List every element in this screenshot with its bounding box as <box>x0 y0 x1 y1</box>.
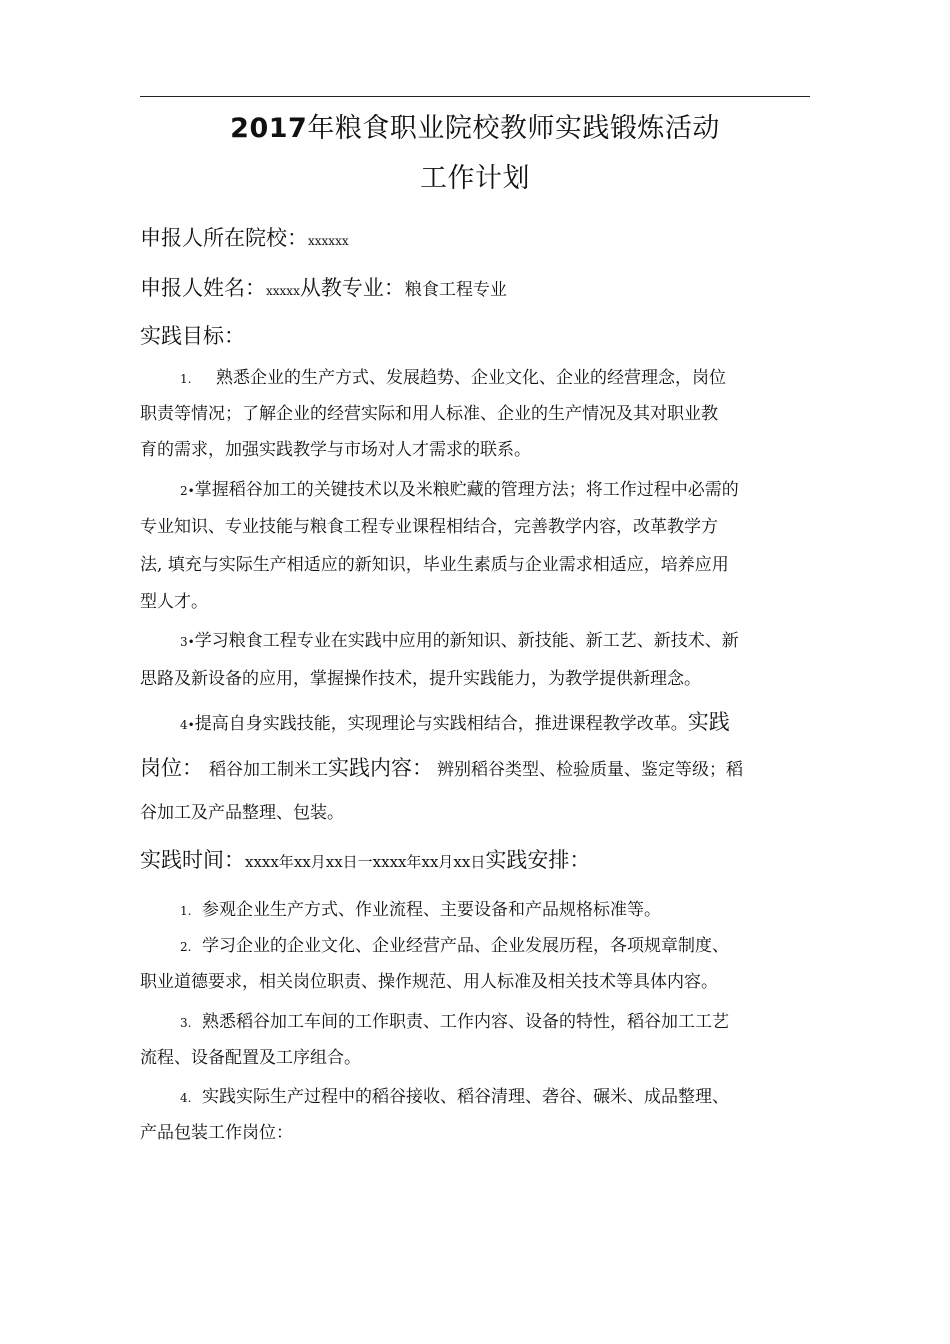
arrangement-item-3 <box>140 1010 850 1035</box>
goal-text-line: 法, 填充与实际生产相适应的新知识，毕业生素质与企业需求相适应，培养应用 <box>140 555 729 575</box>
goal-text: 学习粮食工程专业在实践中应用的新知识、新技能、新工艺、新技术、新 <box>194 631 739 651</box>
arrangement-text: 学习企业的企业文化、企业经营产品、企业发展历程，各项规章制度、 <box>202 936 729 956</box>
goal-item-3 <box>140 629 850 654</box>
goal-text: 掌握稻谷加工的关键技术以及米粮贮藏的管理方法；将工作过程中必需的 <box>194 480 739 500</box>
arrangement-text-line: 职业道德要求，相关岗位职责、操作规范、用人标准及相关技术等具体内容。 <box>140 972 718 992</box>
header-rule <box>140 96 810 97</box>
goal-number: 2• <box>180 484 195 498</box>
content-label: 实践内容： <box>328 756 433 780</box>
goal-text-line: 职责等情况；了解企业的经营实际和用人标准、企业的生产情况及其对职业教 <box>140 404 718 424</box>
content-value: 辨别稻谷类型、检验质量、鉴定等级；稻 <box>437 760 743 780</box>
major-value: 粮食工程专业 <box>404 280 507 300</box>
arrangement-text: 熟悉稻谷加工车间的工作职责、工作内容、设备的特性，稻谷加工工艺 <box>202 1012 729 1032</box>
goal-text: 提高自身实践技能，实现理论与实践相结合，推进课程教学改革。 <box>194 714 688 734</box>
post-label-part-b: 岗位： <box>140 756 203 780</box>
school-value: xxxxxx <box>308 234 349 248</box>
goal-text-line: 思路及新设备的应用，掌握操作技术，提升实践能力，为教学提供新理念。 <box>140 669 701 689</box>
goal-number: 3• <box>180 635 195 649</box>
title-text: 年粮食职业院校教师实践锻炼活动 <box>307 113 720 144</box>
goal-number: 1. <box>180 372 192 386</box>
document-title <box>140 112 810 146</box>
arrangement-number: 4. <box>180 1091 192 1105</box>
time-value: xxxx年xx月xx日一xxxx年xx月xx日 <box>245 853 486 871</box>
school-line <box>140 226 810 253</box>
arrangement-number: 3. <box>180 1016 192 1030</box>
arrange-label: 实践安排： <box>485 848 591 872</box>
post-content-line <box>140 756 810 782</box>
name-major-line <box>140 276 810 303</box>
goal-item-4 <box>140 710 850 737</box>
title-year: 2017 <box>230 113 308 144</box>
school-label: 申报人所在院校： <box>140 226 308 250</box>
arrangement-item-4 <box>140 1085 850 1110</box>
time-arrange-line <box>140 848 810 874</box>
arrangement-item-2 <box>140 934 850 959</box>
arrangement-number: 1. <box>180 904 192 918</box>
arrangement-number: 2. <box>180 940 192 954</box>
major-label: 从教专业： <box>299 276 405 300</box>
arrangement-text: 参观企业生产方式、作业流程、主要设备和产品规格标准等。 <box>202 900 661 920</box>
arrangement-text-line: 产品包装工作岗位： <box>140 1123 293 1143</box>
name-value: xxxxx <box>266 284 300 298</box>
name-label: 申报人姓名： <box>140 276 266 300</box>
post-label-part-a: 实践 <box>687 710 730 734</box>
goal-text-line: 型人才。 <box>140 592 208 612</box>
goal-heading: 实践目标： <box>140 324 245 348</box>
arrangement-item-1 <box>140 898 850 923</box>
goal-item-2 <box>140 478 850 503</box>
goal-text: 熟悉企业的生产方式、发展趋势、企业文化、企业的经营理念，岗位 <box>216 368 726 388</box>
document-subtitle: 工作计划 <box>420 163 530 194</box>
goal-number: 4• <box>180 718 195 732</box>
goal-text-line: 专业知识、专业技能与粮食工程专业课程相结合，完善教学内容，改革教学方 <box>140 517 718 537</box>
post-value: 稻谷加工制米工 <box>209 760 328 780</box>
arrangement-text: 实践实际生产过程中的稻谷接收、稻谷清理、砻谷、碾米、成品整理、 <box>202 1087 729 1107</box>
goal-text-line: 育的需求，加强实践教学与市场对人才需求的联系。 <box>140 440 531 460</box>
arrangement-text-line: 流程、设备配置及工序组合。 <box>140 1048 361 1068</box>
time-label: 实践时间： <box>140 848 245 872</box>
goal-item-1 <box>140 366 850 391</box>
content-value-continued: 谷加工及产品整理、包装。 <box>140 803 344 823</box>
